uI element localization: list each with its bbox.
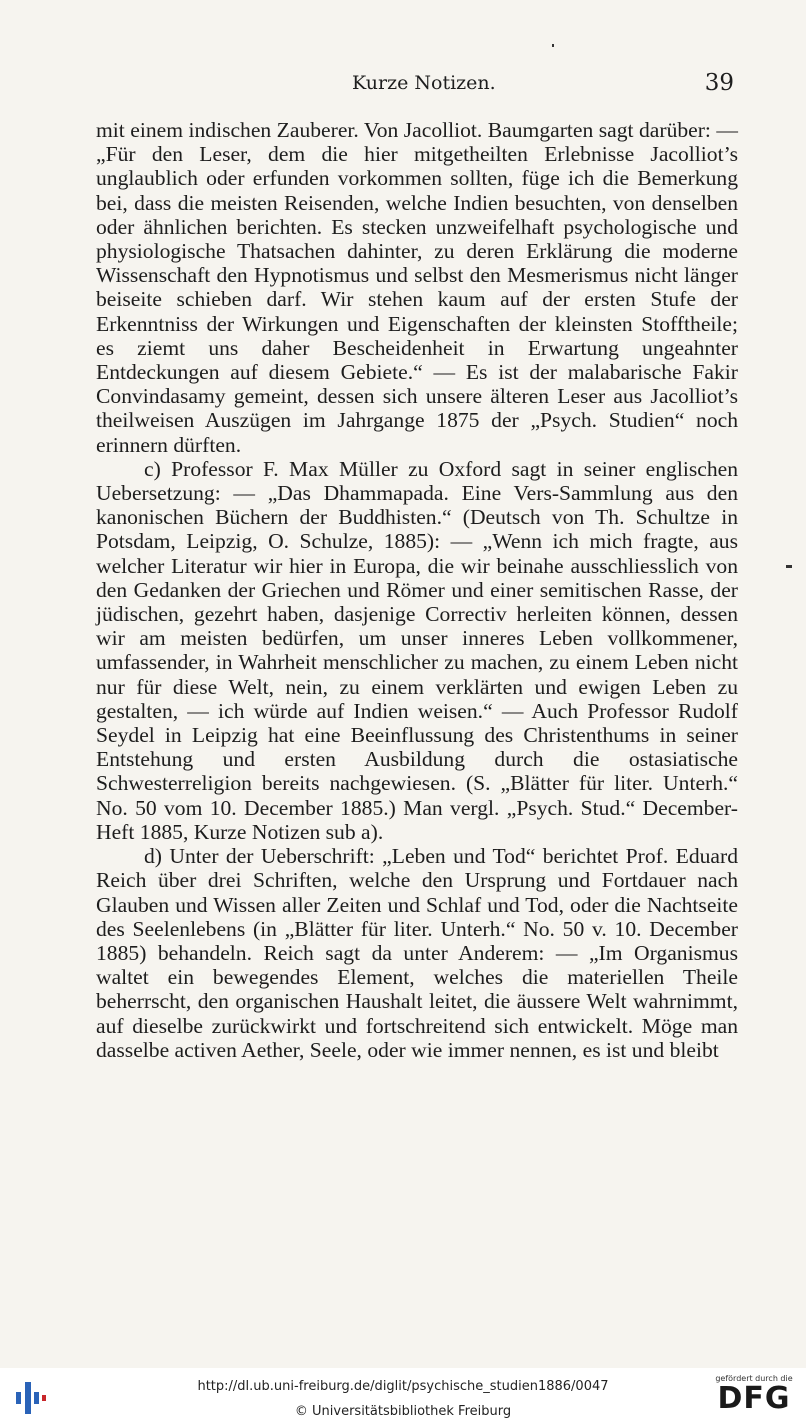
paragraph-max-mueller: c) Professor F. Max Müller zu Oxford sagt in seiner englischen Uebersetzung: — „Das Dhammapada. Eine Vers-Sammlung aus den kanonischen Büchern der Buddhisten.“ (Deutsch von Th. Schultze in Potsdam, Leipzig, O. Schulze, 1885): — „Wenn ich mich fragte, aus welcher Literatur wir hier in Europa, die wir beinahe ausschliesslich von den Gedanken der Griechen und Römer und einer semitischen Rasse, der jüdischen, gezehrt haben, dasjenige Correctiv herleiten können, dessen wir am meisten bedürfen, um unser inneres Leben vollkommener, umfassender, in Wahrheit menschlicher zu machen, zu einem Leben nicht nur für diese Welt, nein, zu einem verklärten und ewigen Leben zu gestalten, — ich würde auf Indien weisen.“ — Auch Professor Rudolf Seydel in Leipzig hat eine Beeinflussung des Christenthums in seiner Entstehung und ersten Ausbildung durch die ostasiatische Schwesterreligion bereits nachgewiesen. (S. „Blätter für liter. Unterh.“ No. 50 vom 10. December 1885.) Man vergl. „Psych. Stud.“ December-Heft 1885, Kurze Notizen sub a). — [96, 456, 738, 844]
scan-mark — [786, 565, 792, 568]
running-title: Kurze Notizen. — [352, 72, 496, 94]
dfg-mark: DFG — [717, 1381, 791, 1416]
copyright-notice: © Universitätsbibliothek Freiburg — [294, 1404, 512, 1419]
dfg-caption: gefördert durch die — [715, 1374, 793, 1383]
source-url[interactable]: http://dl.ub.uni-freiburg.de/diglit/psychische_studien1886/0047 — [197, 1379, 609, 1394]
body-text — [96, 118, 738, 1062]
dfg-logo — [714, 1374, 794, 1422]
paragraph-leben-und-tod: d) Unter der Ueberschrift: „Leben und Tod“ berichtet Prof. Eduard Reich über drei Schriften, welche den Ursprung und Fortdauer nach Glauben und Wissen aller Zeiten und Schlaf und Tod, oder die Nachtseite des Seelenlebens (in „Blätter für liter. Unterh.“ No. 50 v. 10. December 1885) behandeln. Reich sagt da unter Anderem: — „Im Organismus waltet ein bewegendes Element, welches die materiellen Theile beherrscht, den organischen Haushalt leitet, die äussere Welt wahrnimmt, auf dieselbe zurückwirkt und fortschreitend sich entwickelt. Möge man dasselbe activen Aether, Seele, oder wie immer nennen, es ist und bleibt — [96, 844, 738, 1062]
viewer-footer — [0, 1368, 806, 1426]
scan-dot — [552, 44, 554, 47]
page-header — [96, 70, 738, 104]
paragraph-jacolliot: mit einem indischen Zauberer. Von Jacolliot. Baumgarten sagt darüber: — „Für den Leser, dem die hier mitgetheilten Erlebnisse Jacolliot’s unglaublich oder erfunden vorkommen sollten, füge ich die Bemerkung bei, dass die meisten Reisenden, welche Indien besuchten, von denselben oder ähnlichen berichten. Es stecken unzweifelhaft psychologische und physiologische Thatsachen dahinter, zu deren Erklärung die moderne Wissenschaft den Hypnotismus und selbst den Mesmerismus nicht länger beiseite schieben darf. Wir stehen kaum auf der ersten Stufe der Erkenntniss der Wirkungen und Eigenschaften der kleinsten Stofftheile; es ziemt uns daher Bescheidenheit in Erwartung ungeahnter Entdeckungen auf diesem Gebiete.“ — Es ist der malabarische Fakir Convindasamy gemeint, dessen sich unsere älteren Leser aus Jacolliot’s theilweisen Auszügen im Jahrgange 1875 der „Psych. Studien“ noch erinnern dürften. — [96, 118, 738, 457]
page-number: 39 — [704, 70, 734, 96]
